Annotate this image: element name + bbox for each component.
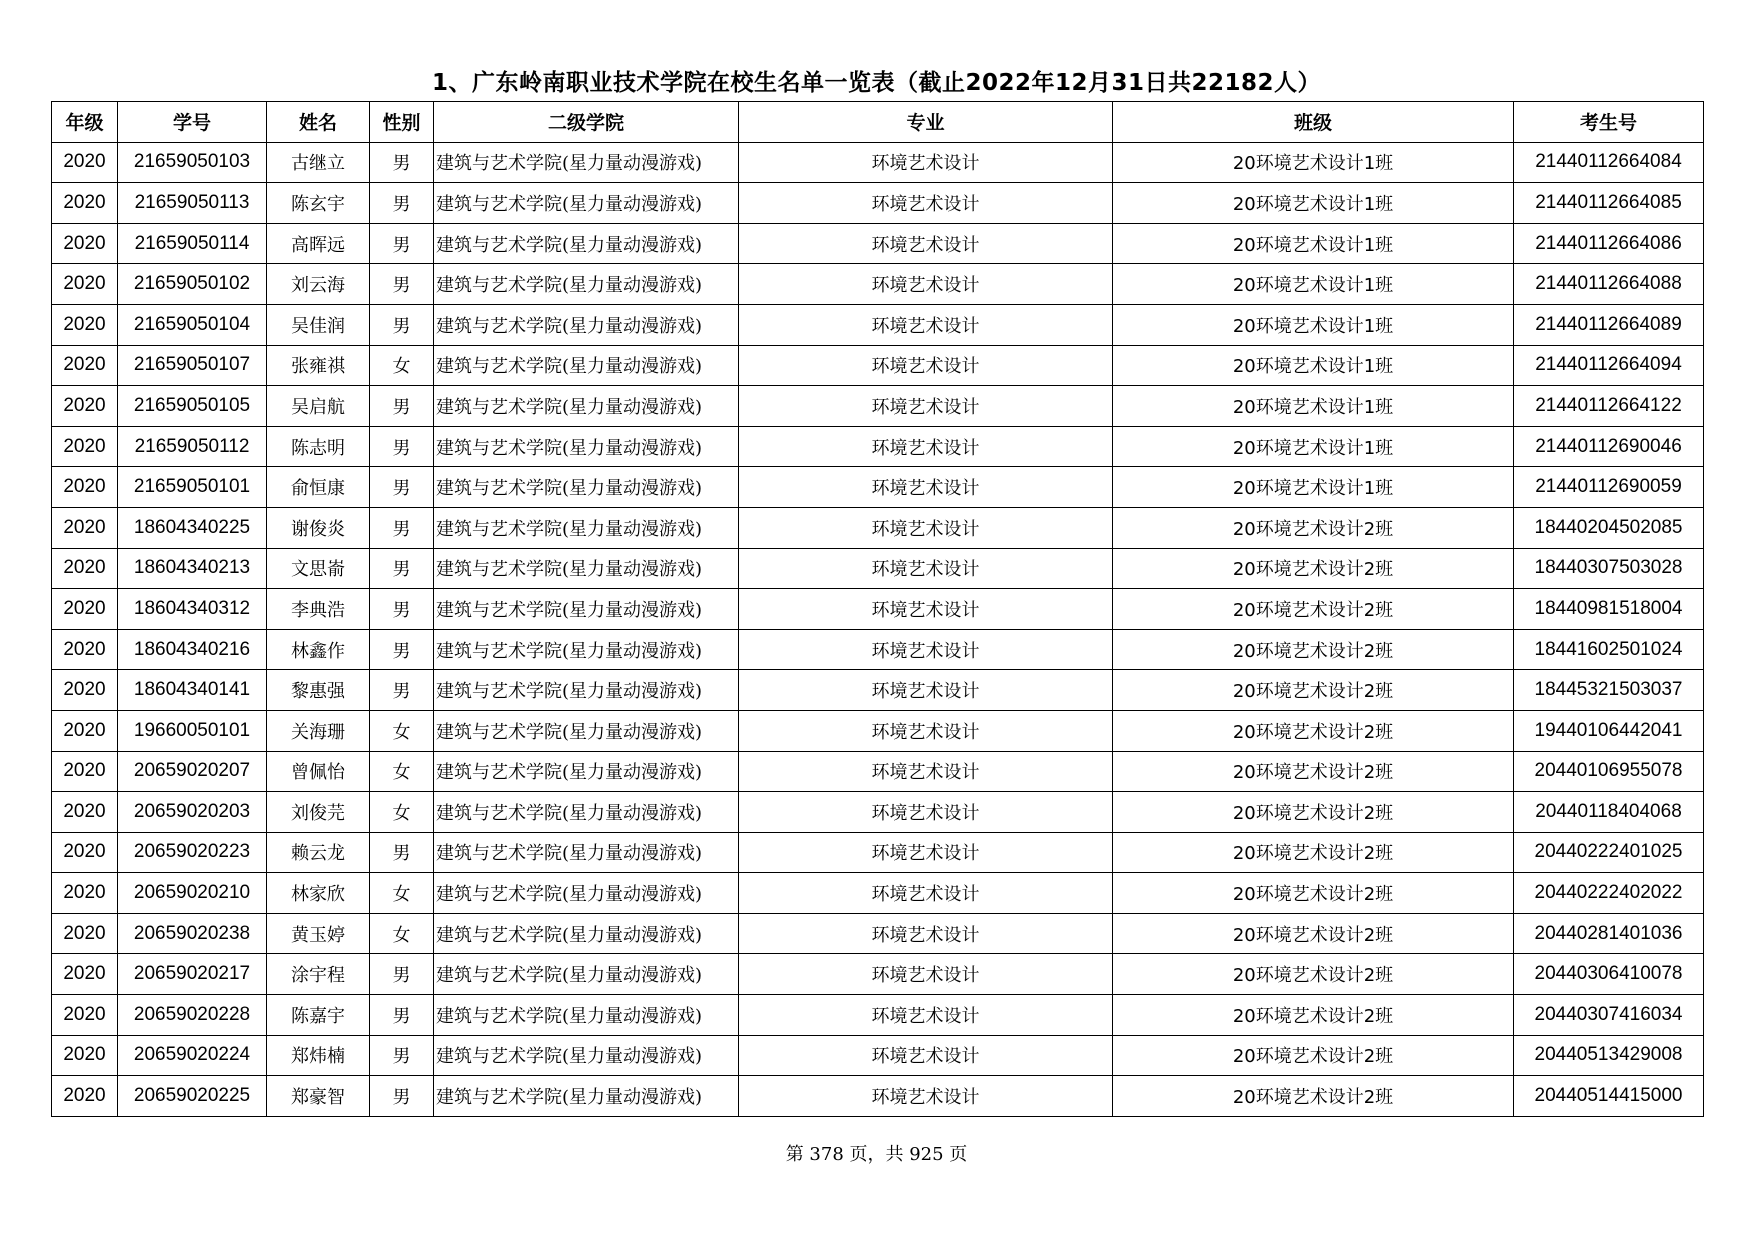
- cell-major: 环境艺术设计: [739, 183, 1113, 224]
- cell-gender: 男: [370, 264, 434, 305]
- cell-gender: 男: [370, 832, 434, 873]
- cell-major: 环境艺术设计: [739, 873, 1113, 914]
- cell-name: 曾佩怡: [267, 751, 370, 792]
- cell-college: 建筑与艺术学院(星力量动漫游戏): [434, 304, 739, 345]
- cell-student-id: 21659050113: [118, 183, 267, 224]
- cell-grade: 2020: [52, 792, 118, 833]
- cell-gender: 男: [370, 670, 434, 711]
- cell-major: 环境艺术设计: [739, 995, 1113, 1036]
- cell-gender: 男: [370, 183, 434, 224]
- cell-name: 赖云龙: [267, 832, 370, 873]
- cell-student-id: 20659020225: [118, 1076, 267, 1117]
- cell-name: 刘俊芫: [267, 792, 370, 833]
- cell-grade: 2020: [52, 223, 118, 264]
- cell-student-id: 20659020207: [118, 751, 267, 792]
- cell-class: 20环境艺术设计2班: [1113, 873, 1514, 914]
- cell-major: 环境艺术设计: [739, 629, 1113, 670]
- cell-name: 谢俊炎: [267, 507, 370, 548]
- cell-class: 20环境艺术设计1班: [1113, 467, 1514, 508]
- cell-gender: 男: [370, 304, 434, 345]
- cell-major: 环境艺术设计: [739, 386, 1113, 427]
- cell-grade: 2020: [52, 304, 118, 345]
- cell-grade: 2020: [52, 1035, 118, 1076]
- cell-student-id: 21659050103: [118, 142, 267, 183]
- cell-major: 环境艺术设计: [739, 548, 1113, 589]
- cell-name: 林家欣: [267, 873, 370, 914]
- cell-grade: 2020: [52, 1076, 118, 1117]
- cell-grade: 2020: [52, 345, 118, 386]
- cell-exam-number: 18441602501024: [1514, 629, 1704, 670]
- cell-name: 吴启航: [267, 386, 370, 427]
- table-row: [52, 710, 1704, 751]
- cell-college: 建筑与艺术学院(星力量动漫游戏): [434, 426, 739, 467]
- student-table: [51, 101, 1704, 1117]
- cell-student-id: 18604340216: [118, 629, 267, 670]
- cell-student-id: 20659020203: [118, 792, 267, 833]
- cell-class: 20环境艺术设计2班: [1113, 710, 1514, 751]
- cell-student-id: 21659050112: [118, 426, 267, 467]
- cell-college: 建筑与艺术学院(星力量动漫游戏): [434, 1076, 739, 1117]
- cell-college: 建筑与艺术学院(星力量动漫游戏): [434, 873, 739, 914]
- cell-major: 环境艺术设计: [739, 792, 1113, 833]
- cell-class: 20环境艺术设计1班: [1113, 142, 1514, 183]
- cell-name: 黄玉婷: [267, 913, 370, 954]
- cell-college: 建筑与艺术学院(星力量动漫游戏): [434, 589, 739, 630]
- cell-class: 20环境艺术设计1班: [1113, 345, 1514, 386]
- cell-major: 环境艺术设计: [739, 345, 1113, 386]
- cell-exam-number: 20440306410078: [1514, 954, 1704, 995]
- cell-gender: 男: [370, 386, 434, 427]
- cell-college: 建筑与艺术学院(星力量动漫游戏): [434, 223, 739, 264]
- cell-exam-number: 21440112690046: [1514, 426, 1704, 467]
- cell-grade: 2020: [52, 507, 118, 548]
- cell-major: 环境艺术设计: [739, 832, 1113, 873]
- cell-class: 20环境艺术设计1班: [1113, 386, 1514, 427]
- table-row: [52, 1035, 1704, 1076]
- cell-gender: 男: [370, 548, 434, 589]
- cell-major: 环境艺术设计: [739, 223, 1113, 264]
- cell-college: 建筑与艺术学院(星力量动漫游戏): [434, 670, 739, 711]
- cell-class: 20环境艺术设计2班: [1113, 507, 1514, 548]
- cell-college: 建筑与艺术学院(星力量动漫游戏): [434, 183, 739, 224]
- cell-exam-number: 21440112664086: [1514, 223, 1704, 264]
- cell-college: 建筑与艺术学院(星力量动漫游戏): [434, 1035, 739, 1076]
- cell-name: 郑炜楠: [267, 1035, 370, 1076]
- cell-name: 黎惠强: [267, 670, 370, 711]
- cell-grade: 2020: [52, 670, 118, 711]
- page-footer: 第 378 页，共 925 页: [785, 1144, 968, 1165]
- cell-college: 建筑与艺术学院(星力量动漫游戏): [434, 507, 739, 548]
- cell-major: 环境艺术设计: [739, 264, 1113, 305]
- cell-exam-number: 21440112664085: [1514, 183, 1704, 224]
- cell-exam-number: 18440307503028: [1514, 548, 1704, 589]
- table-row: [52, 873, 1704, 914]
- cell-college: 建筑与艺术学院(星力量动漫游戏): [434, 710, 739, 751]
- cell-name: 高晖远: [267, 223, 370, 264]
- table-row: [52, 792, 1704, 833]
- cell-student-id: 21659050104: [118, 304, 267, 345]
- table-row: [52, 548, 1704, 589]
- cell-college: 建筑与艺术学院(星力量动漫游戏): [434, 995, 739, 1036]
- cell-name: 郑豪智: [267, 1076, 370, 1117]
- cell-grade: 2020: [52, 954, 118, 995]
- header-grade: 年级: [52, 102, 118, 143]
- cell-gender: 女: [370, 873, 434, 914]
- header-row: [52, 102, 1704, 143]
- table-row: [52, 467, 1704, 508]
- cell-grade: 2020: [52, 183, 118, 224]
- cell-grade: 2020: [52, 386, 118, 427]
- cell-class: 20环境艺术设计1班: [1113, 304, 1514, 345]
- cell-class: 20环境艺术设计2班: [1113, 1076, 1514, 1117]
- cell-college: 建筑与艺术学院(星力量动漫游戏): [434, 264, 739, 305]
- table-row: [52, 507, 1704, 548]
- cell-class: 20环境艺术设计2班: [1113, 751, 1514, 792]
- cell-major: 环境艺术设计: [739, 954, 1113, 995]
- cell-name: 陈志明: [267, 426, 370, 467]
- cell-college: 建筑与艺术学院(星力量动漫游戏): [434, 832, 739, 873]
- cell-class: 20环境艺术设计1班: [1113, 264, 1514, 305]
- cell-class: 20环境艺术设计1班: [1113, 223, 1514, 264]
- cell-gender: 男: [370, 467, 434, 508]
- cell-class: 20环境艺术设计2班: [1113, 1035, 1514, 1076]
- cell-major: 环境艺术设计: [739, 670, 1113, 711]
- cell-student-id: 21659050107: [118, 345, 267, 386]
- cell-class: 20环境艺术设计2班: [1113, 954, 1514, 995]
- cell-college: 建筑与艺术学院(星力量动漫游戏): [434, 548, 739, 589]
- cell-major: 环境艺术设计: [739, 1035, 1113, 1076]
- cell-gender: 男: [370, 995, 434, 1036]
- cell-gender: 女: [370, 710, 434, 751]
- table-row: [52, 589, 1704, 630]
- cell-major: 环境艺术设计: [739, 710, 1113, 751]
- cell-grade: 2020: [52, 995, 118, 1036]
- cell-student-id: 18604340213: [118, 548, 267, 589]
- cell-class: 20环境艺术设计2班: [1113, 548, 1514, 589]
- cell-student-id: 21659050105: [118, 386, 267, 427]
- cell-major: 环境艺术设计: [739, 589, 1113, 630]
- cell-class: 20环境艺术设计2班: [1113, 995, 1514, 1036]
- cell-college: 建筑与艺术学院(星力量动漫游戏): [434, 751, 739, 792]
- cell-student-id: 21659050114: [118, 223, 267, 264]
- cell-name: 张雍祺: [267, 345, 370, 386]
- cell-gender: 女: [370, 792, 434, 833]
- cell-gender: 男: [370, 426, 434, 467]
- cell-gender: 男: [370, 1076, 434, 1117]
- cell-student-id: 21659050102: [118, 264, 267, 305]
- header-class: 班级: [1113, 102, 1514, 143]
- cell-name: 吴佳润: [267, 304, 370, 345]
- cell-grade: 2020: [52, 751, 118, 792]
- table-row: [52, 832, 1704, 873]
- cell-grade: 2020: [52, 629, 118, 670]
- cell-major: 环境艺术设计: [739, 467, 1113, 508]
- cell-exam-number: 21440112690059: [1514, 467, 1704, 508]
- cell-major: 环境艺术设计: [739, 913, 1113, 954]
- table-row: [52, 304, 1704, 345]
- cell-class: 20环境艺术设计2班: [1113, 913, 1514, 954]
- cell-name: 涂宇程: [267, 954, 370, 995]
- cell-college: 建筑与艺术学院(星力量动漫游戏): [434, 345, 739, 386]
- cell-college: 建筑与艺术学院(星力量动漫游戏): [434, 142, 739, 183]
- header-student-id: 学号: [118, 102, 267, 143]
- cell-gender: 女: [370, 345, 434, 386]
- cell-gender: 女: [370, 913, 434, 954]
- table-row: [52, 670, 1704, 711]
- cell-class: 20环境艺术设计2班: [1113, 792, 1514, 833]
- header-gender: 性别: [370, 102, 434, 143]
- cell-grade: 2020: [52, 142, 118, 183]
- cell-class: 20环境艺术设计2班: [1113, 589, 1514, 630]
- cell-name: 林鑫作: [267, 629, 370, 670]
- table-row: [52, 426, 1704, 467]
- cell-exam-number: 19440106442041: [1514, 710, 1704, 751]
- cell-major: 环境艺术设计: [739, 751, 1113, 792]
- cell-exam-number: 20440513429008: [1514, 1035, 1704, 1076]
- cell-college: 建筑与艺术学院(星力量动漫游戏): [434, 629, 739, 670]
- cell-student-id: 20659020210: [118, 873, 267, 914]
- cell-grade: 2020: [52, 589, 118, 630]
- cell-gender: 女: [370, 751, 434, 792]
- cell-grade: 2020: [52, 426, 118, 467]
- cell-major: 环境艺术设计: [739, 142, 1113, 183]
- cell-student-id: 18604340225: [118, 507, 267, 548]
- header-college: 二级学院: [434, 102, 739, 143]
- cell-exam-number: 21440112664084: [1514, 142, 1704, 183]
- table-row: [52, 995, 1704, 1036]
- cell-gender: 男: [370, 142, 434, 183]
- cell-class: 20环境艺术设计2班: [1113, 629, 1514, 670]
- cell-gender: 男: [370, 629, 434, 670]
- cell-gender: 男: [370, 1035, 434, 1076]
- table-row: [52, 345, 1704, 386]
- header-exam-number: 考生号: [1514, 102, 1704, 143]
- cell-college: 建筑与艺术学院(星力量动漫游戏): [434, 913, 739, 954]
- cell-exam-number: 20440514415000: [1514, 1076, 1704, 1117]
- cell-gender: 男: [370, 507, 434, 548]
- cell-exam-number: 21440112664094: [1514, 345, 1704, 386]
- table-row: [52, 1076, 1704, 1117]
- cell-class: 20环境艺术设计2班: [1113, 832, 1514, 873]
- cell-exam-number: 18440204502085: [1514, 507, 1704, 548]
- header-name: 姓名: [267, 102, 370, 143]
- table-row: [52, 264, 1704, 305]
- cell-major: 环境艺术设计: [739, 507, 1113, 548]
- table-row: [52, 142, 1704, 183]
- cell-grade: 2020: [52, 832, 118, 873]
- table-body: [52, 142, 1704, 1116]
- cell-name: 李典浩: [267, 589, 370, 630]
- cell-class: 20环境艺术设计1班: [1113, 183, 1514, 224]
- table-row: [52, 954, 1704, 995]
- table-row: [52, 751, 1704, 792]
- cell-exam-number: 21440112664089: [1514, 304, 1704, 345]
- cell-name: 陈嘉宇: [267, 995, 370, 1036]
- header-major: 专业: [739, 102, 1113, 143]
- cell-exam-number: 21440112664122: [1514, 386, 1704, 427]
- table-row: [52, 913, 1704, 954]
- cell-student-id: 20659020217: [118, 954, 267, 995]
- cell-grade: 2020: [52, 548, 118, 589]
- cell-exam-number: 20440281401036: [1514, 913, 1704, 954]
- cell-gender: 男: [370, 589, 434, 630]
- cell-student-id: 20659020223: [118, 832, 267, 873]
- cell-exam-number: 18445321503037: [1514, 670, 1704, 711]
- cell-student-id: 18604340312: [118, 589, 267, 630]
- cell-class: 20环境艺术设计2班: [1113, 670, 1514, 711]
- cell-student-id: 19660050101: [118, 710, 267, 751]
- cell-grade: 2020: [52, 873, 118, 914]
- table-row: [52, 629, 1704, 670]
- cell-college: 建筑与艺术学院(星力量动漫游戏): [434, 954, 739, 995]
- cell-student-id: 18604340141: [118, 670, 267, 711]
- cell-name: 文思嵛: [267, 548, 370, 589]
- cell-grade: 2020: [52, 710, 118, 751]
- cell-college: 建筑与艺术学院(星力量动漫游戏): [434, 386, 739, 427]
- page-title: 1、广东岭南职业技术学院在校生名单一览表（截止2022年12月31日共22182人）: [431, 70, 1322, 96]
- cell-exam-number: 20440222402022: [1514, 873, 1704, 914]
- cell-exam-number: 20440106955078: [1514, 751, 1704, 792]
- cell-college: 建筑与艺术学院(星力量动漫游戏): [434, 792, 739, 833]
- cell-student-id: 20659020224: [118, 1035, 267, 1076]
- cell-major: 环境艺术设计: [739, 304, 1113, 345]
- cell-gender: 男: [370, 223, 434, 264]
- cell-student-id: 20659020228: [118, 995, 267, 1036]
- cell-grade: 2020: [52, 467, 118, 508]
- table-row: [52, 386, 1704, 427]
- cell-college: 建筑与艺术学院(星力量动漫游戏): [434, 467, 739, 508]
- cell-major: 环境艺术设计: [739, 426, 1113, 467]
- cell-exam-number: 20440307416034: [1514, 995, 1704, 1036]
- cell-grade: 2020: [52, 913, 118, 954]
- cell-grade: 2020: [52, 264, 118, 305]
- cell-name: 俞恒康: [267, 467, 370, 508]
- cell-class: 20环境艺术设计1班: [1113, 426, 1514, 467]
- cell-gender: 男: [370, 954, 434, 995]
- cell-exam-number: 21440112664088: [1514, 264, 1704, 305]
- cell-name: 关海珊: [267, 710, 370, 751]
- cell-major: 环境艺术设计: [739, 1076, 1113, 1117]
- cell-name: 古继立: [267, 142, 370, 183]
- table-row: [52, 223, 1704, 264]
- cell-name: 陈玄宇: [267, 183, 370, 224]
- cell-name: 刘云海: [267, 264, 370, 305]
- cell-exam-number: 20440222401025: [1514, 832, 1704, 873]
- table-row: [52, 183, 1704, 224]
- cell-exam-number: 20440118404068: [1514, 792, 1704, 833]
- cell-student-id: 21659050101: [118, 467, 267, 508]
- cell-student-id: 20659020238: [118, 913, 267, 954]
- cell-exam-number: 18440981518004: [1514, 589, 1704, 630]
